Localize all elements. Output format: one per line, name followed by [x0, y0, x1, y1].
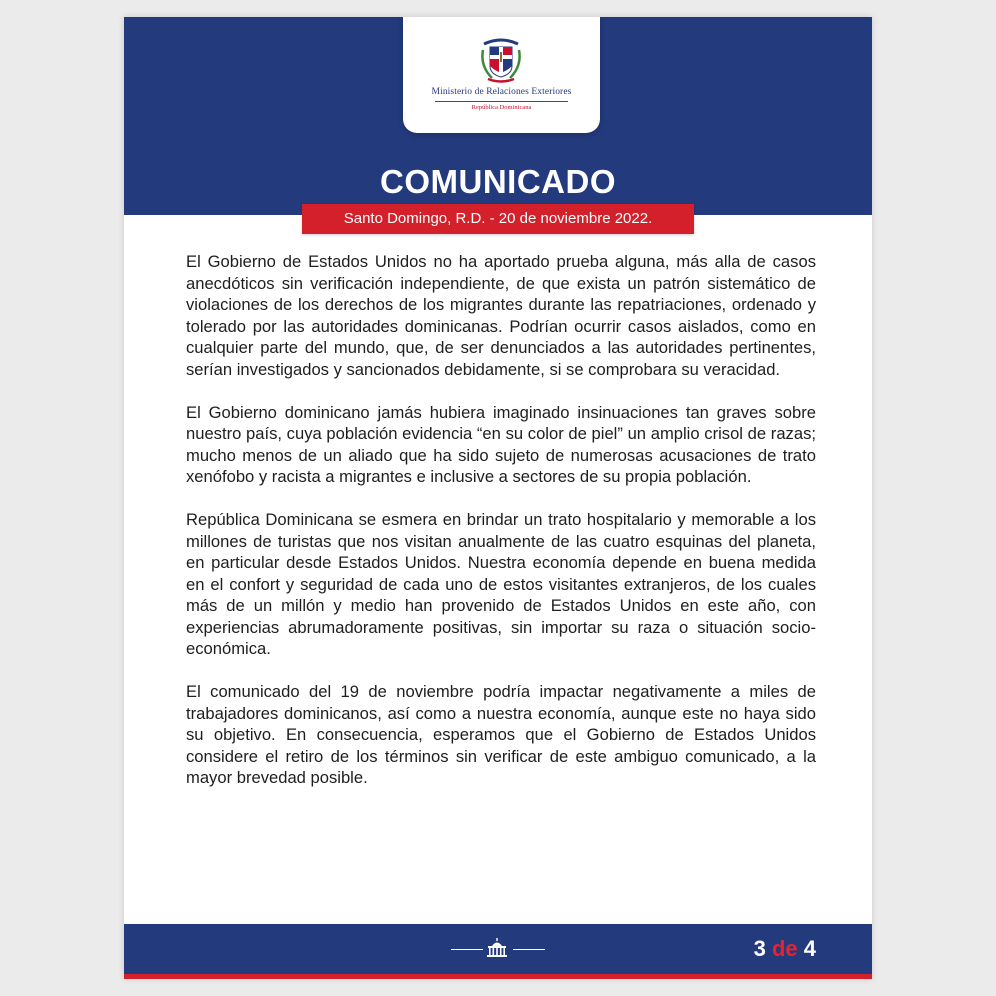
paragraph: El Gobierno dominicano jamás hubiera imaginado insinuaciones tan graves sobre nuestro país, cuya población evidencia “en su color de piel” un amplio crisol de razas; mucho menos de un aliado que ha sido sujeto de numerosas acusaciones de trato xenófobo y racista a migrantes e inclusive a sectores de su propia población. [186, 402, 816, 486]
communique-body [186, 251, 816, 810]
paragraph: República Dominicana se esmera en brindar un trato hospitalario y memorable a los millones de turistas que nos visitan anualmente de las cuatro esquinas del planeta, en particular desde Estados Unidos. Nuestra economía depende en buena medida en el confort y seguridad de cada uno de estos visitantes extranjeros, de los cuales más de un millón y medio han provenido de Estados Unidos en este año, con experiencias abrumadoramente positivas, sin importar su raza o situación socio-económica. [186, 510, 816, 658]
page-total: 4 [803, 936, 816, 961]
paragraph: El Gobierno de Estados Unidos no ha aportado prueba alguna, más alla de casos anecdóticos sin verificación independiente, de que exista un patrón sistemático de violaciones de los derechos de los migrantes durante las repatriaciones, ordenado y tolerado por las autoridades dominicanas. Podrían ocurrir casos aislados, como en cualquier parte del mundo, que, de ser denunciados a las autoridades pertinentes, serían investigados y sancionados debidamente, si se comprobara su veracidad. [186, 252, 816, 379]
ministry-name: Ministerio de Relaciones Exteriores [431, 87, 572, 97]
page-indicator [754, 936, 816, 962]
footer-red-stripe [124, 974, 872, 979]
ministry-country: República Dominicana [471, 104, 532, 111]
coat-of-arms-icon [480, 36, 522, 84]
footer-divider-left [451, 949, 483, 950]
date-badge: Santo Domingo, R.D. - 20 de noviembre 2022. [302, 204, 694, 234]
page-of: de [771, 936, 798, 961]
ministry-logo [403, 17, 600, 133]
palace-icon [486, 938, 508, 958]
paragraph: El comunicado del 19 de noviembre podría impactar negativamente a miles de trabajadores dominicanos, así como a nuestra economía, aunque este no haya sido su objetivo. En consecuencia, esperamos que el Gobierno de Estados Unidos considere el retiro de los términos sin verificar de este ambiguo comunicado, a la mayor brevedad posible. [186, 682, 816, 787]
page-current: 3 [753, 936, 766, 961]
header-band [124, 17, 872, 215]
footer-band [124, 924, 872, 974]
page-title: COMUNICADO [380, 163, 616, 200]
document-page [124, 17, 872, 979]
logo-divider [435, 101, 568, 102]
footer-divider-right [513, 949, 545, 950]
